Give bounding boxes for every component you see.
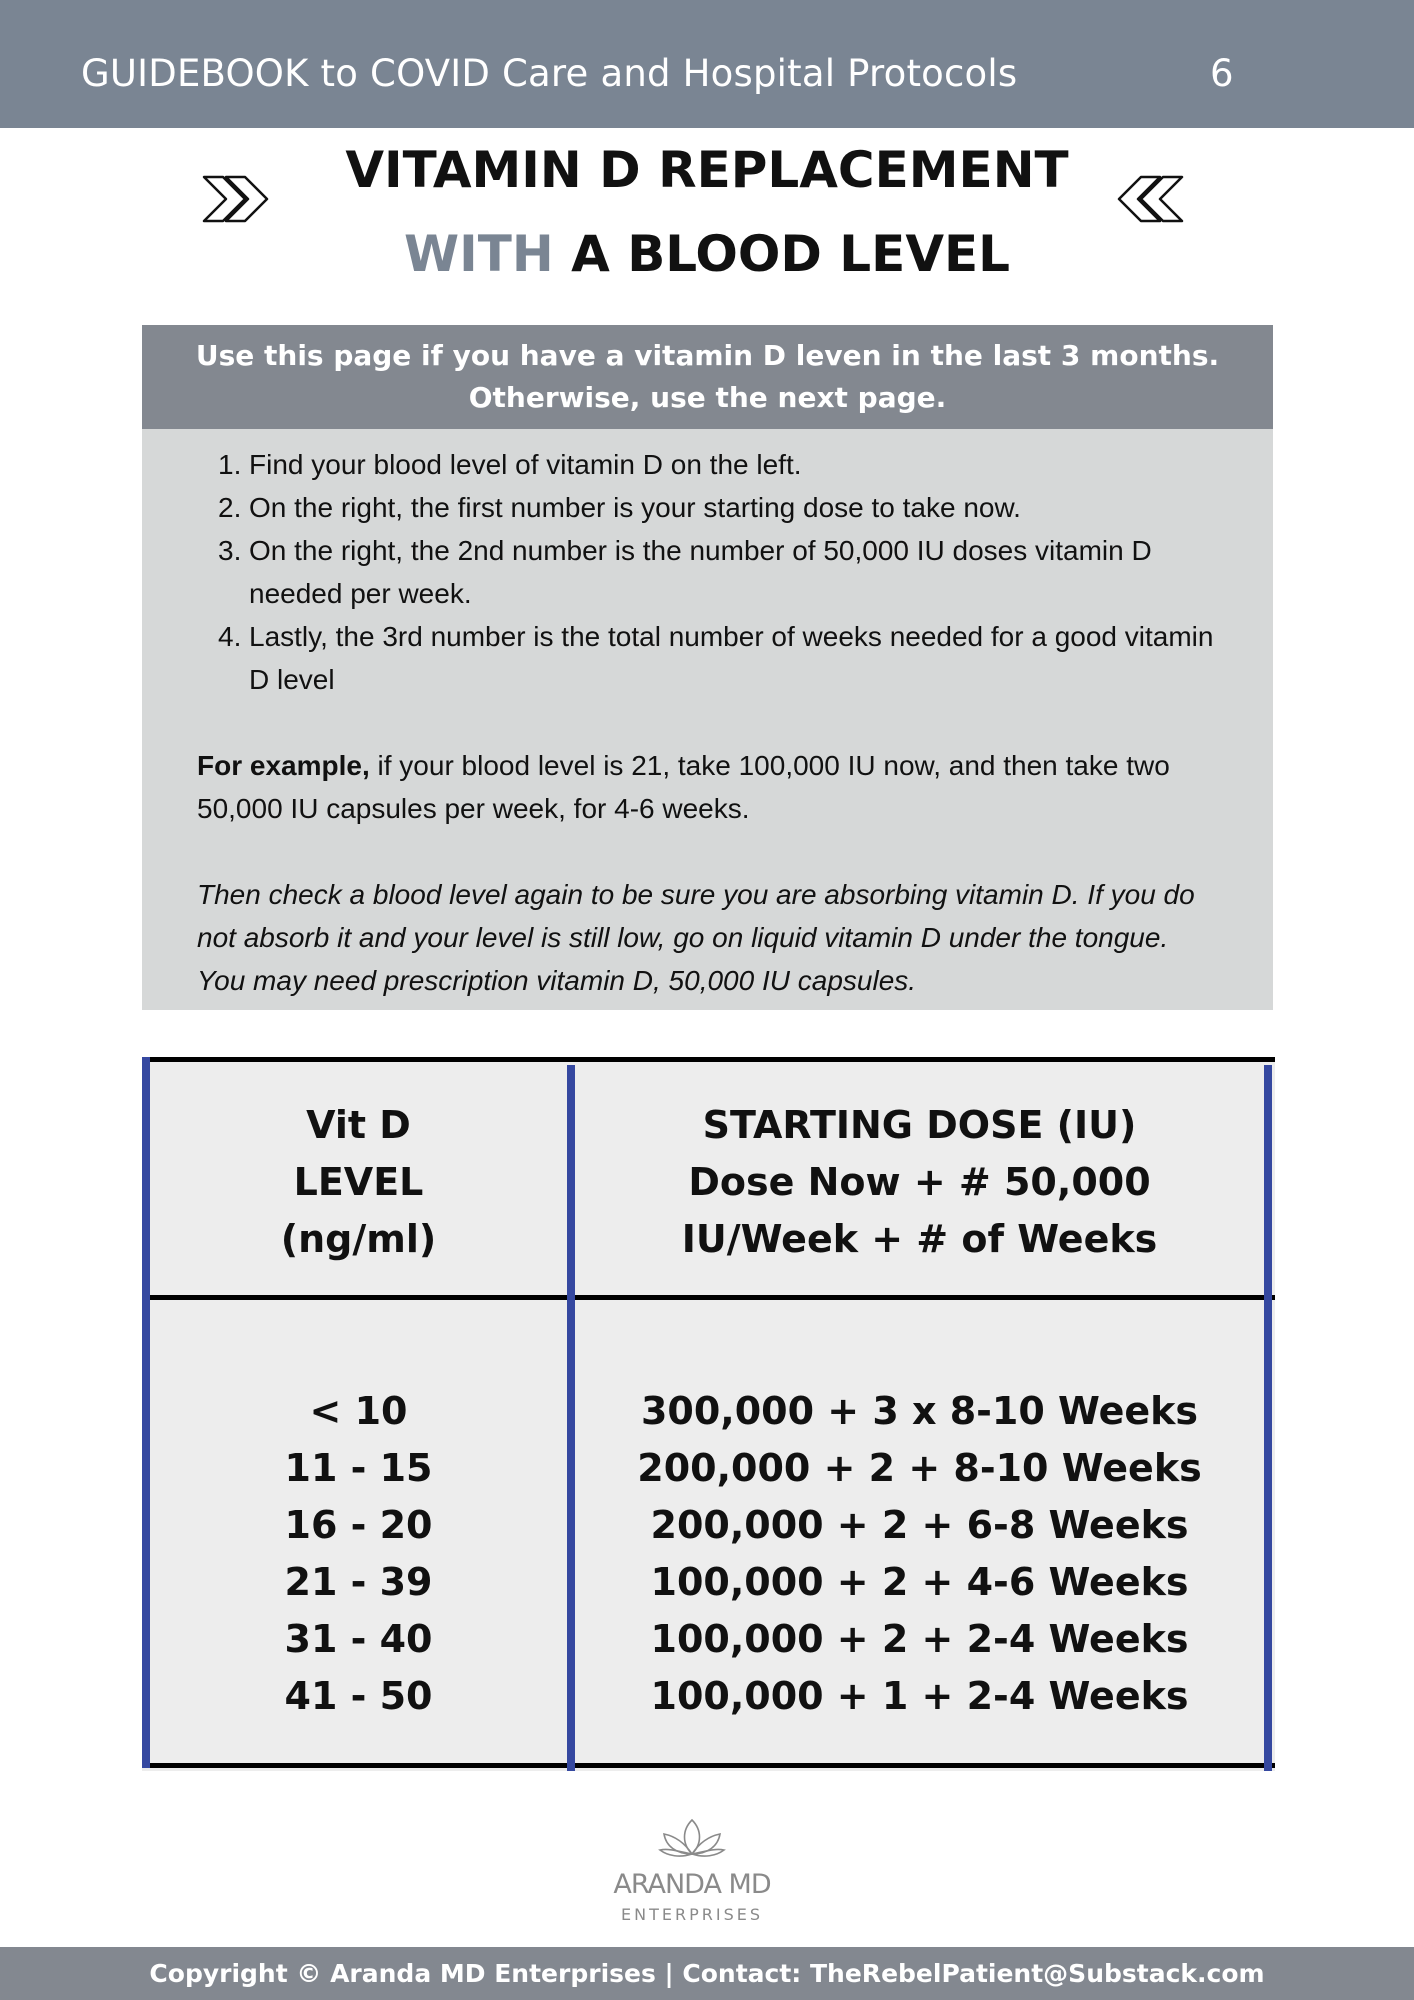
example-label: For example, — [197, 750, 370, 781]
level-cell: 21 - 39 — [284, 1560, 433, 1604]
step-number: 3. — [218, 535, 242, 566]
dose-cell: 100,000 + 2 + 4-6 Weeks — [650, 1560, 1189, 1604]
level-cell: 31 - 40 — [284, 1617, 433, 1661]
steps-list — [197, 443, 1218, 701]
company-logo — [612, 1812, 772, 1932]
title-line-1: VITAMIN D REPLACEMENT — [345, 141, 1069, 199]
dose-header-line: Dose Now + # 50,000 — [688, 1160, 1151, 1204]
header-title: GUIDEBOOK to COVID Care and Hospital Protocols — [81, 52, 1018, 95]
step-text: Lastly, the 3rd number is the total number of weeks needed for a good vitamin D level — [249, 621, 1214, 695]
info-heading-line-2: Otherwise, use the next page. — [468, 381, 947, 414]
table-right-rule — [1264, 1065, 1272, 1771]
step-item — [197, 443, 1218, 486]
logo-name: ARANDA MD — [613, 1869, 771, 1900]
level-header-line: LEVEL — [293, 1160, 424, 1204]
step-text: On the right, the 2nd number is the number of 50,000 IU doses vitamin D needed per week. — [249, 535, 1152, 609]
info-heading — [142, 325, 1273, 429]
table-bottom-rule — [142, 1763, 1275, 1768]
page-number: 6 — [1210, 52, 1234, 95]
example-text: if your blood level is 21, take 100,000 IU now, and then take two 50,000 IU capsules per week, for 4-6 weeks. — [197, 750, 1170, 824]
step-number: 1. — [218, 449, 242, 480]
followup-paragraph: Then check a blood level again to be sure you are absorbing vitamin D. If you do not absorb it and your level is still low, go on liquid vitamin D under the tongue. You may need prescription vitamin D, 50,000 IU capsules. — [197, 879, 1195, 996]
info-body — [142, 429, 1273, 1010]
title-line-2 — [240, 222, 1174, 286]
step-number: 4. — [218, 621, 242, 652]
dose-header-line: IU/Week + # of Weeks — [681, 1217, 1158, 1261]
title-with: WITH — [403, 225, 554, 283]
step-text: Find your blood level of vitamin D on the left. — [249, 449, 802, 480]
footer-copyright: Copyright © Aranda MD Enterprises | Contact: TheRebelPatient@Substack.com — [149, 1959, 1265, 1988]
dose-column-header — [575, 1097, 1264, 1268]
footer-bar — [0, 1947, 1414, 2000]
level-column-header — [150, 1097, 567, 1268]
level-cell: 16 - 20 — [284, 1503, 433, 1547]
dose-cell: 300,000 + 3 x 8-10 Weeks — [640, 1389, 1199, 1433]
level-header-line: (ng/ml) — [280, 1217, 437, 1261]
level-cell: 11 - 15 — [284, 1446, 433, 1490]
header-bar — [0, 0, 1414, 128]
info-heading-line-1: Use this page if you have a vitamin D leven in the last 3 months. — [195, 339, 1220, 372]
step-text: On the right, the first number is your starting dose to take now. — [249, 492, 1021, 523]
table-left-rule — [142, 1057, 150, 1768]
table-header-rule — [142, 1295, 1275, 1300]
title-blood-level: A BLOOD LEVEL — [571, 225, 1011, 283]
lotus-icon — [612, 1812, 772, 1872]
page-title — [240, 138, 1174, 286]
step-item — [197, 529, 1218, 615]
dose-column — [575, 1383, 1264, 1725]
dose-cell: 100,000 + 2 + 2-4 Weeks — [650, 1617, 1189, 1661]
level-cell: 41 - 50 — [284, 1674, 433, 1718]
step-item — [197, 615, 1218, 701]
dose-header-line: STARTING DOSE (IU) — [702, 1103, 1137, 1147]
dose-table — [142, 1057, 1275, 1771]
level-column — [150, 1383, 567, 1725]
table-top-rule — [142, 1057, 1275, 1062]
level-cell: < 10 — [309, 1389, 408, 1433]
logo-subtitle: ENTERPRISES — [621, 1905, 763, 1924]
example-paragraph — [197, 744, 1218, 830]
table-middle-rule — [567, 1065, 575, 1771]
level-header-line: Vit D — [306, 1103, 411, 1147]
step-number: 2. — [218, 492, 242, 523]
dose-cell: 100,000 + 1 + 2-4 Weeks — [650, 1674, 1189, 1718]
dose-cell: 200,000 + 2 + 6-8 Weeks — [650, 1503, 1189, 1547]
dose-cell: 200,000 + 2 + 8-10 Weeks — [637, 1446, 1202, 1490]
step-item — [197, 486, 1218, 529]
